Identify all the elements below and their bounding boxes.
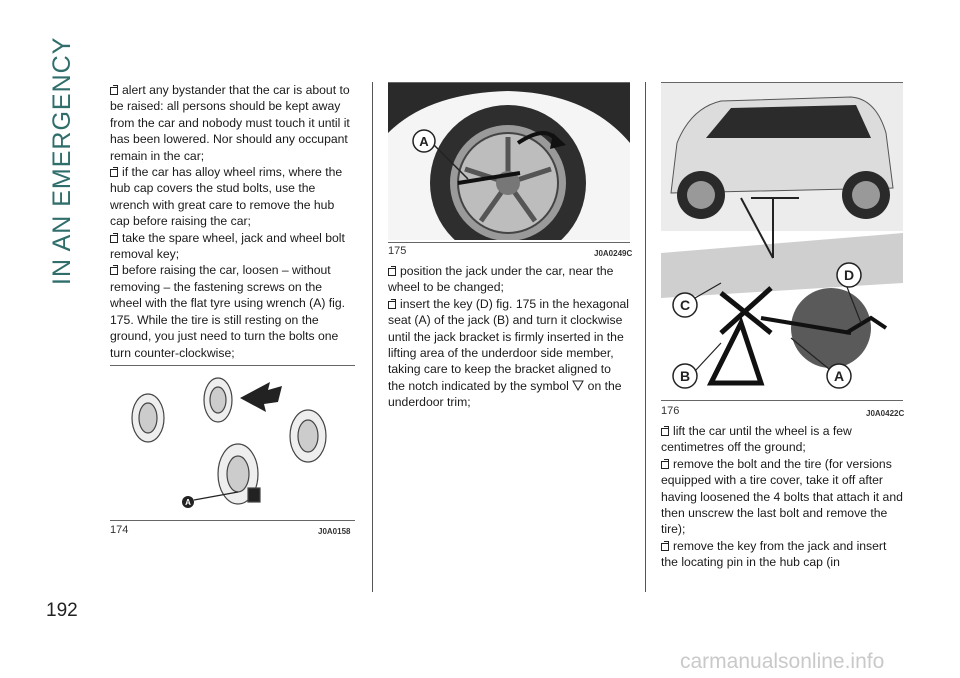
figure-176-label-b: B <box>679 368 691 384</box>
list-item: take the spare wheel, jack and wheel bolt removal key; <box>110 230 345 262</box>
figure-176-number: 176 <box>661 405 680 417</box>
checkbox-bullet-icon <box>388 268 396 276</box>
figure-175-bottom-rule <box>388 242 630 243</box>
checkbox-bullet-icon <box>110 87 118 95</box>
column-divider-2 <box>645 82 646 592</box>
figure-174-label-a: A <box>185 498 191 507</box>
checkbox-bullet-icon <box>661 543 669 551</box>
list-item: lift the car until the wheel is a few centimetres off the ground; <box>661 424 852 455</box>
checkbox-bullet-icon <box>388 301 396 309</box>
list-item: remove the key from the jack and insert the locating pin in the hub cap (in <box>661 538 887 570</box>
column-2 <box>388 263 630 411</box>
figure-176-car-jack-illustration <box>661 83 903 398</box>
column-3 <box>661 423 903 571</box>
figure-174-code: J0A0158 <box>318 527 351 536</box>
list-item: remove the bolt and the tire (for versions equipped with a tire cover, take it off after having loosened the 4 bolts that attach it and then unscrew the last bolt and remove the tire); <box>661 456 903 537</box>
figure-176-label-d: D <box>843 267 855 283</box>
figure-176-label-c: C <box>679 297 691 313</box>
list-item: if the car has alloy wheel rims, where the hub cap covers the stud bolts, use the wrench with great care to remove the hub cap before raising the car; <box>110 165 343 229</box>
figure-174-tires-illustration <box>110 370 355 518</box>
list-item: alert any bystander that the car is about to be raised: all persons should be kept away from the car and nobody must touch it until it has been lowered. Nor should any occupant remain in the car; <box>110 83 350 163</box>
figure-176-label-a: A <box>833 368 845 384</box>
checkbox-bullet-icon <box>661 428 669 436</box>
figure-175-label-a: A <box>419 134 429 149</box>
column-divider-1 <box>372 82 373 592</box>
list-item: before raising the car, loosen – without removing – the fastening screws on the wheel with the flat tyre using wrench (A) fig. 175. While the tire is still resting on the ground, you just need to turn the bolts one turn counter-clockwise; <box>110 263 346 360</box>
page-number: 192 <box>46 600 78 621</box>
checkbox-bullet-icon <box>661 461 669 469</box>
section-title: IN AN EMERGENCY <box>48 36 76 285</box>
figure-176-code: J0A0422C <box>866 409 905 418</box>
checkbox-bullet-icon <box>110 169 118 177</box>
checkbox-bullet-icon <box>110 235 118 243</box>
list-item: position the jack under the car, near the wheel to be changed; <box>388 264 614 295</box>
watermark: carmanualsonline.info <box>680 650 885 673</box>
figure-175-code: J0A0249C <box>594 249 633 258</box>
figure-176-bottom-rule <box>661 400 903 401</box>
figure-174-top-rule <box>110 365 355 366</box>
checkbox-bullet-icon <box>110 267 118 275</box>
list-item: insert the key (D) fig. 175 in the hexagonal seat (A) of the jack (B) and turn it clockwise until the jack bracket is firmly inserted in the lifting area of the underdoor side member, taking care to keep the bracket aligned to the notch indicated by the symbol on the underdoor trim; <box>388 296 629 410</box>
figure-174-bottom-rule <box>110 520 355 521</box>
column-1 <box>110 82 355 361</box>
figure-174-number: 174 <box>110 524 129 536</box>
notch-triangle-icon <box>572 380 584 391</box>
figure-175-wheel-photo <box>388 83 630 240</box>
figure-175-number: 175 <box>388 245 407 257</box>
